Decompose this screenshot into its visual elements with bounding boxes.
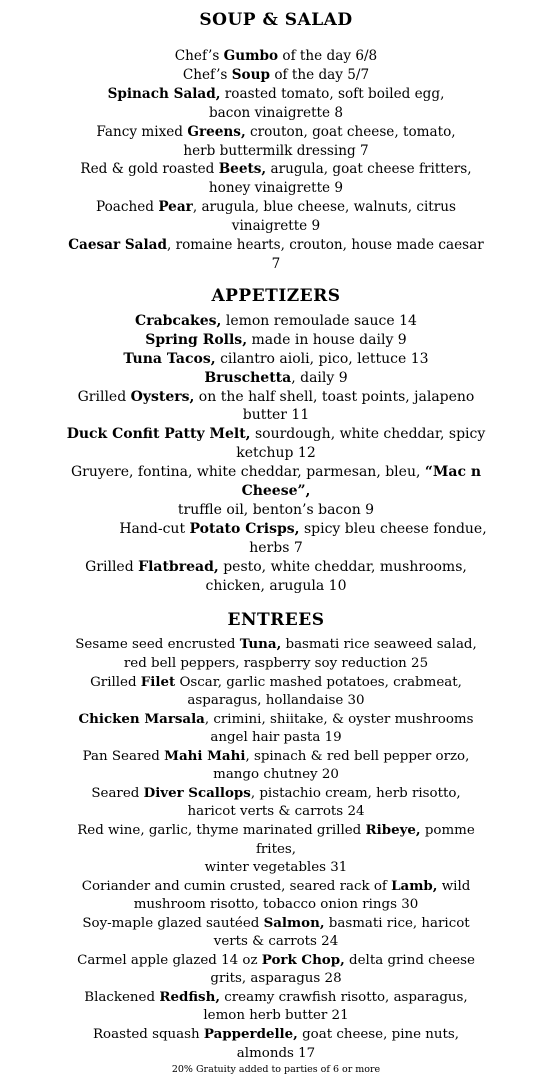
menu-item-line: [0, 444, 552, 463]
menu-item-prefix: Red & gold roasted: [80, 161, 219, 178]
menu-item-name: Tuna Tacos,: [123, 350, 216, 367]
menu-item-description: 7: [271, 255, 281, 272]
menu-item-line: [0, 217, 552, 236]
menu-item-name: Duck Confit Patty Melt,: [66, 426, 251, 443]
menu-item-description: , pistachio cream, herb risotto,: [250, 786, 461, 802]
menu-item-line: [0, 350, 552, 369]
menu-item-description: basmati rice seaweed salad,: [281, 637, 477, 653]
menu-item-description: , spinach & red bell pepper orzo,: [245, 749, 470, 765]
menu-item-line: [0, 877, 552, 896]
menu-item-name: Beets,: [218, 161, 267, 178]
menu-item-name: Soup: [231, 66, 270, 83]
menu-item-description: , romaine hearts, crouton, house made caesar: [166, 237, 484, 254]
menu-item-line: [0, 369, 552, 388]
menu-item-line: [0, 710, 552, 729]
menu-item-description: ketchup 12: [236, 445, 316, 462]
menu-item: [0, 198, 552, 236]
menu-item-prefix: Sesame seed encrusted: [75, 637, 240, 653]
menu-item-line: [0, 104, 552, 123]
menu-item-line: [0, 501, 552, 520]
appetizers-heading: APPETIZERS: [211, 285, 341, 306]
menu-item-prefix: Hand-cut: [119, 520, 190, 537]
menu-item-name: Filet: [140, 673, 176, 690]
menu-item-description: Oscar, garlic mashed potatoes, crabmeat,: [175, 674, 462, 690]
menu-item-name: Oysters,: [130, 388, 195, 405]
menu-item-line: [0, 1045, 552, 1063]
menu-item-line: [0, 766, 552, 784]
menu-item-description: lemon remoulade sauce 14: [221, 312, 417, 329]
menu-item: [0, 784, 552, 821]
menu-item-line: [0, 692, 552, 710]
menu-item: [0, 1025, 552, 1062]
menu-item-description: angel hair pasta 19: [210, 729, 342, 745]
menu-item-line: [0, 179, 552, 198]
menu-item-name: Flatbread,: [138, 558, 219, 575]
menu-item-description: lemon herb butter 21: [203, 1008, 349, 1024]
menu-item-name: Diver Scallops: [143, 785, 251, 802]
menu-item-description: red bell peppers, raspberry soy reduction 25: [123, 655, 429, 671]
menu-item-name: Papperdelle,: [203, 1026, 298, 1043]
menu-item-name: Crabcakes,: [135, 312, 222, 329]
menu-item-prefix: Chef’s: [182, 66, 232, 83]
menu-item-prefix: Blackened: [84, 990, 160, 1006]
menu-item-line: [0, 198, 552, 217]
menu-item-description: Cheese”,: [241, 483, 311, 500]
entrees-list: [0, 635, 552, 1062]
menu-item: [0, 236, 552, 274]
menu-item-description: frites,: [255, 841, 297, 857]
menu-item-description: , daily 9: [291, 369, 348, 386]
menu-item-line: [0, 255, 552, 274]
menu-item-line: [0, 803, 552, 821]
menu-item: [0, 66, 552, 85]
menu-item-description: goat cheese, pine nuts,: [297, 1027, 460, 1043]
menu-item-name: Spinach Salad,: [107, 85, 221, 102]
menu-item-prefix: Coriander and cumin crusted, seared rack of: [81, 878, 392, 894]
menu-item: [0, 877, 552, 914]
menu-item-description: creamy crawfish risotto, asparagus,: [220, 990, 468, 1006]
menu-item: [0, 673, 552, 710]
menu-item-name: Chicken Marsala: [78, 710, 205, 727]
menu-item-line: [0, 635, 552, 654]
menu-item-prefix: Soy-maple glazed sautéed: [82, 915, 264, 931]
menu-item-line: [0, 331, 552, 350]
menu-item: [0, 821, 552, 876]
menu-item-description: pomme: [420, 823, 475, 839]
menu-item-line: [0, 821, 552, 840]
soup-salad-list: [0, 47, 552, 274]
menu-item: [0, 47, 552, 66]
entrees-heading: ENTREES: [227, 610, 325, 631]
menu-item-description: crouton, goat cheese, tomato,: [245, 123, 456, 140]
menu-item-name: Greens,: [187, 123, 246, 140]
menu-item: [0, 710, 552, 747]
menu-item-line: [0, 859, 552, 877]
menu-item-name: Spring Rolls,: [145, 331, 248, 348]
menu-item-line: [0, 914, 552, 933]
menu-item-name: Tuna,: [239, 636, 282, 653]
menu-item-name: Bruschetta: [204, 369, 292, 386]
menu-item-line: [0, 388, 552, 407]
menu-item-name: Ribeye,: [365, 822, 421, 839]
menu-item-description: , crimini, shiitake, & oyster mushrooms: [204, 711, 474, 727]
menu-item-name: Redfish,: [159, 989, 220, 1006]
menu-item-prefix: Carmel apple glazed 14 oz: [77, 953, 262, 969]
menu-item-description: pesto, white cheddar, mushrooms,: [218, 558, 467, 575]
menu-item-description: cilantro aioli, pico, lettuce 13: [215, 350, 429, 367]
menu-item-description: basmati rice, haricot: [324, 915, 470, 931]
menu-item: [0, 463, 552, 520]
menu-item-description: vinaigrette 9: [231, 218, 321, 235]
menu-item-description: mango chutney 20: [213, 767, 339, 783]
menu-item-line: [0, 123, 552, 142]
menu-item-description: sourdough, white cheddar, spicy: [250, 426, 486, 443]
menu-item-prefix: Poached: [96, 199, 159, 216]
menu-item-description: wild: [437, 878, 471, 894]
menu-item: [0, 312, 552, 331]
menu-item-description: verts & carrots 24: [213, 933, 339, 949]
menu-item-name: Gumbo: [223, 48, 279, 64]
menu-item-description: almonds 17: [236, 1045, 316, 1061]
menu-item-prefix: Grilled: [90, 674, 141, 690]
menu-item: [0, 951, 552, 988]
menu-item-description: chicken, arugula 10: [205, 577, 347, 594]
menu-item-line: [0, 729, 552, 747]
menu-item-prefix: Roasted squash: [92, 1027, 204, 1043]
appetizers-list: [0, 312, 552, 596]
menu-item: [0, 558, 552, 596]
menu-item: [0, 988, 552, 1025]
menu-item-name: Mahi Mahi: [164, 748, 246, 765]
menu-item-line: [0, 85, 552, 104]
menu-item-line: [0, 558, 552, 577]
menu-item-line: [0, 236, 552, 255]
menu-item-description: truffle oil, benton’s bacon 9: [177, 501, 375, 518]
menu-item-description: honey vinaigrette 9: [208, 180, 344, 197]
menu-item-description: delta grind cheese: [344, 953, 475, 969]
gratuity-note: 20% Gratuity added to parties of 6 or more: [171, 1063, 381, 1075]
menu-item-description: bacon vinaigrette 8: [208, 104, 344, 121]
menu-item-description: spicy bleu cheese fondue,: [299, 520, 487, 537]
menu-item-description: made in house daily 9: [247, 331, 407, 348]
menu-item-prefix: Pan Seared: [82, 749, 165, 765]
menu-item-description: on the half shell, toast points, jalapeno: [194, 388, 475, 405]
menu-item-line: [0, 312, 552, 331]
menu-item-line: [0, 463, 552, 482]
menu-item-description: , arugula, blue cheese, walnuts, citrus: [192, 199, 456, 216]
menu-item-prefix: Grilled: [85, 558, 139, 575]
menu-item-prefix: Chef’s: [174, 48, 224, 64]
menu-item-description: of the day 6/8: [278, 48, 378, 64]
menu-item-line: [0, 784, 552, 803]
menu-item-line: [0, 896, 552, 914]
menu-item-line: [0, 160, 552, 179]
menu-item: [0, 350, 552, 369]
menu-item-name: Potato Crisps,: [189, 520, 300, 537]
menu-item-description: winter vegetables 31: [204, 859, 348, 875]
menu-item-line: [0, 970, 552, 988]
menu-item-description: arugula, goat cheese fritters,: [266, 161, 472, 178]
menu-item-description: roasted tomato, soft boiled egg,: [220, 85, 445, 102]
menu-item: [0, 388, 552, 426]
menu-item-line: [0, 577, 552, 596]
menu-item-prefix: Gruyere, fontina, white cheddar, parmesan, bleu,: [70, 464, 425, 481]
menu-item-line: [0, 142, 552, 161]
menu-item-name: Salmon,: [263, 914, 325, 931]
menu-item-line: [0, 1007, 552, 1025]
menu-item-line: [0, 66, 552, 85]
menu-item: [0, 747, 552, 784]
menu-item-line: [0, 933, 552, 951]
menu-item-line: [0, 539, 552, 558]
menu-item-description: mushroom risotto, tobacco onion rings 30: [133, 896, 419, 912]
menu-item: [0, 520, 552, 558]
menu-item-line: [0, 951, 552, 970]
menu-item-name: “Mac n: [424, 464, 482, 481]
menu-item-description: of the day 5/7: [270, 66, 370, 83]
menu-item-description: asparagus, hollandaise 30: [187, 692, 365, 708]
menu-item: [0, 85, 552, 123]
menu-item-line: [0, 747, 552, 766]
menu-item-line: [0, 482, 552, 501]
menu-item-line: [0, 47, 552, 66]
menu-item-line: [0, 988, 552, 1007]
menu-item-description: herbs 7: [249, 539, 303, 556]
menu-item-name: Lamb,: [391, 877, 438, 894]
menu-item-line: [0, 1025, 552, 1044]
menu-item-description: herb buttermilk dressing 7: [183, 142, 369, 159]
menu-item-line: [0, 841, 552, 859]
menu-item-prefix: Red wine, garlic, thyme marinated grilled: [77, 823, 366, 839]
menu-item-prefix: Fancy mixed: [96, 123, 188, 140]
menu-item-name: Pork Chop,: [261, 952, 345, 969]
menu-item-line: [0, 425, 552, 444]
menu-item-description: butter 11: [242, 407, 310, 424]
soup-salad-heading: SOUP & SALAD: [199, 10, 353, 30]
menu-item: [0, 635, 552, 672]
menu-item-line: [0, 673, 552, 692]
menu-item: [0, 425, 552, 463]
menu-item-line: [0, 655, 552, 673]
menu-item-name: Caesar Salad: [68, 237, 167, 254]
menu-item: [0, 160, 552, 198]
menu-item: [0, 369, 552, 388]
menu-item-name: Pear: [158, 199, 193, 216]
menu-item-description: haricot verts & carrots 24: [187, 804, 365, 820]
menu-item-line: [0, 520, 552, 539]
menu-item-description: grits, asparagus 28: [210, 971, 342, 987]
menu-item: [0, 123, 552, 161]
menu-item: [0, 914, 552, 951]
menu-item-prefix: Seared: [91, 786, 144, 802]
menu-item: [0, 331, 552, 350]
menu-item-prefix: Grilled: [77, 388, 131, 405]
menu-item-line: [0, 406, 552, 425]
